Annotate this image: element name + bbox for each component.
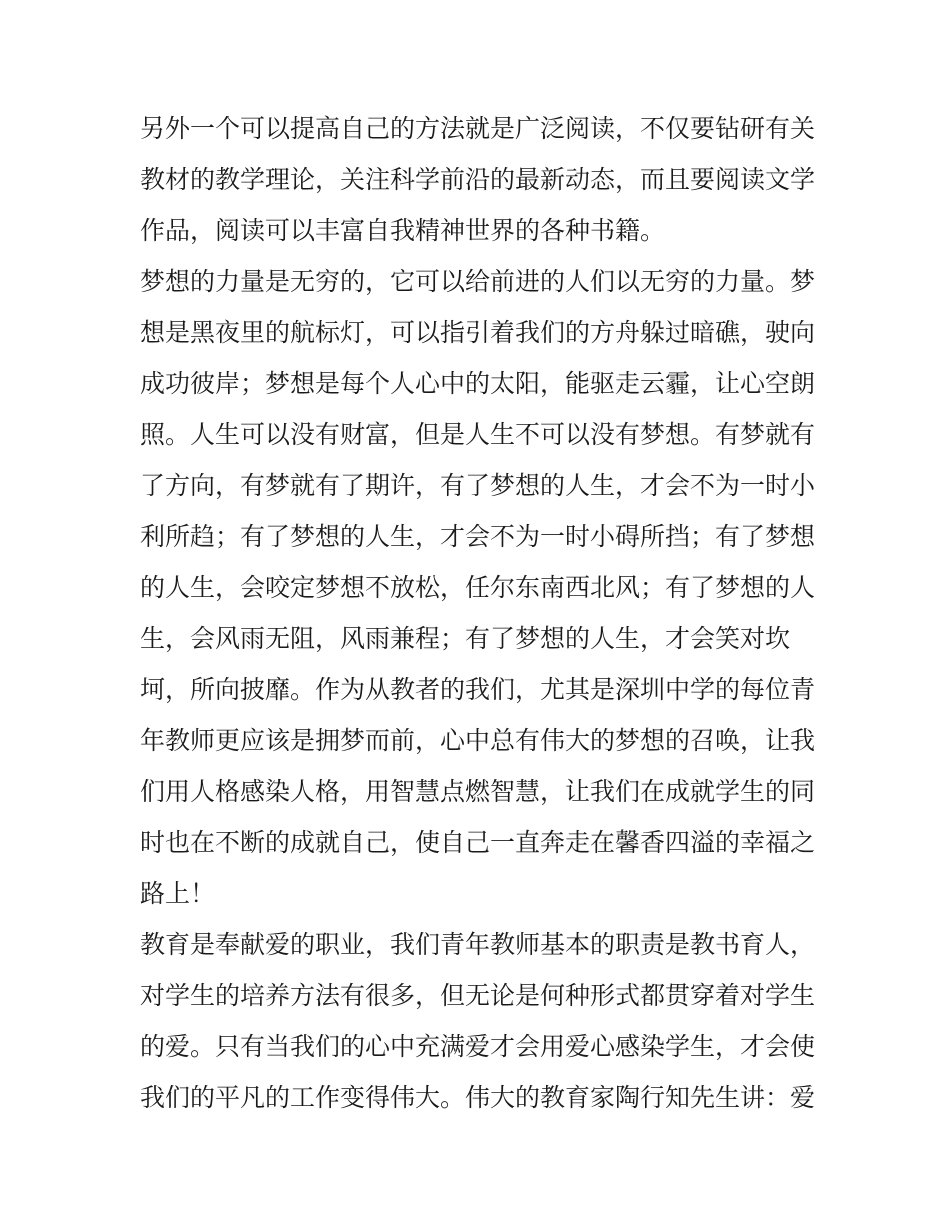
text-line-7: 照。人生可以没有财富，但是人生不可以没有梦想。有梦就有: [140, 420, 816, 449]
text-line-10: 的人生，会咬定梦想不放松，任尔东南西北风；有了梦想的人: [140, 573, 816, 602]
text-line-17: 教育是奉献爱的职业，我们青年教师基本的职责是教书育人，: [140, 930, 816, 959]
text-line-6: 成功彼岸；梦想是每个人心中的太阳，能驱走云霾，让心空朗: [140, 369, 816, 398]
text-line-18: 对学生的培养方法有很多，但无论是何种形式都贯穿着对学生: [140, 981, 816, 1010]
text-line-3: 作品，阅读可以丰富自我精神世界的各种书籍。: [140, 216, 666, 245]
text-line-14: 们用人格感染人格，用智慧点燃智慧，让我们在成就学生的同: [140, 777, 816, 806]
text-line-2: 教材的教学理论，关注科学前沿的最新动态，而且要阅读文学: [140, 165, 816, 194]
text-line-16: 路上！: [140, 879, 216, 908]
text-line-13: 年教师更应该是拥梦而前，心中总有伟大的梦想的召唤，让我: [140, 726, 816, 755]
text-line-1: 另外一个可以提高自己的方法就是广泛阅读，不仅要钻研有关: [140, 114, 816, 143]
text-line-4: 梦想的力量是无穷的，它可以给前进的人们以无穷的力量。梦: [140, 267, 816, 296]
text-line-8: 了方向，有梦就有了期许，有了梦想的人生，才会不为一时小: [140, 471, 816, 500]
text-line-20: 我们的平凡的工作变得伟大。伟大的教育家陶行知先生讲：爱: [140, 1083, 816, 1112]
text-line-15: 时也在不断的成就自己，使自己一直奔走在馨香四溢的幸福之: [140, 828, 816, 857]
text-line-9: 利所趋；有了梦想的人生，才会不为一时小碍所挡；有了梦想: [140, 522, 816, 551]
text-line-19: 的爱。只有当我们的心中充满爱才会用爱心感染学生，才会使: [140, 1032, 816, 1061]
text-line-11: 生，会风雨无阻，风雨兼程；有了梦想的人生，才会笑对坎: [140, 624, 791, 653]
text-line-12: 坷，所向披靡。作为从教者的我们，尤其是深圳中学的每位青: [140, 675, 816, 704]
text-line-5: 想是黑夜里的航标灯，可以指引着我们的方舟躲过暗礁，驶向: [140, 318, 816, 347]
